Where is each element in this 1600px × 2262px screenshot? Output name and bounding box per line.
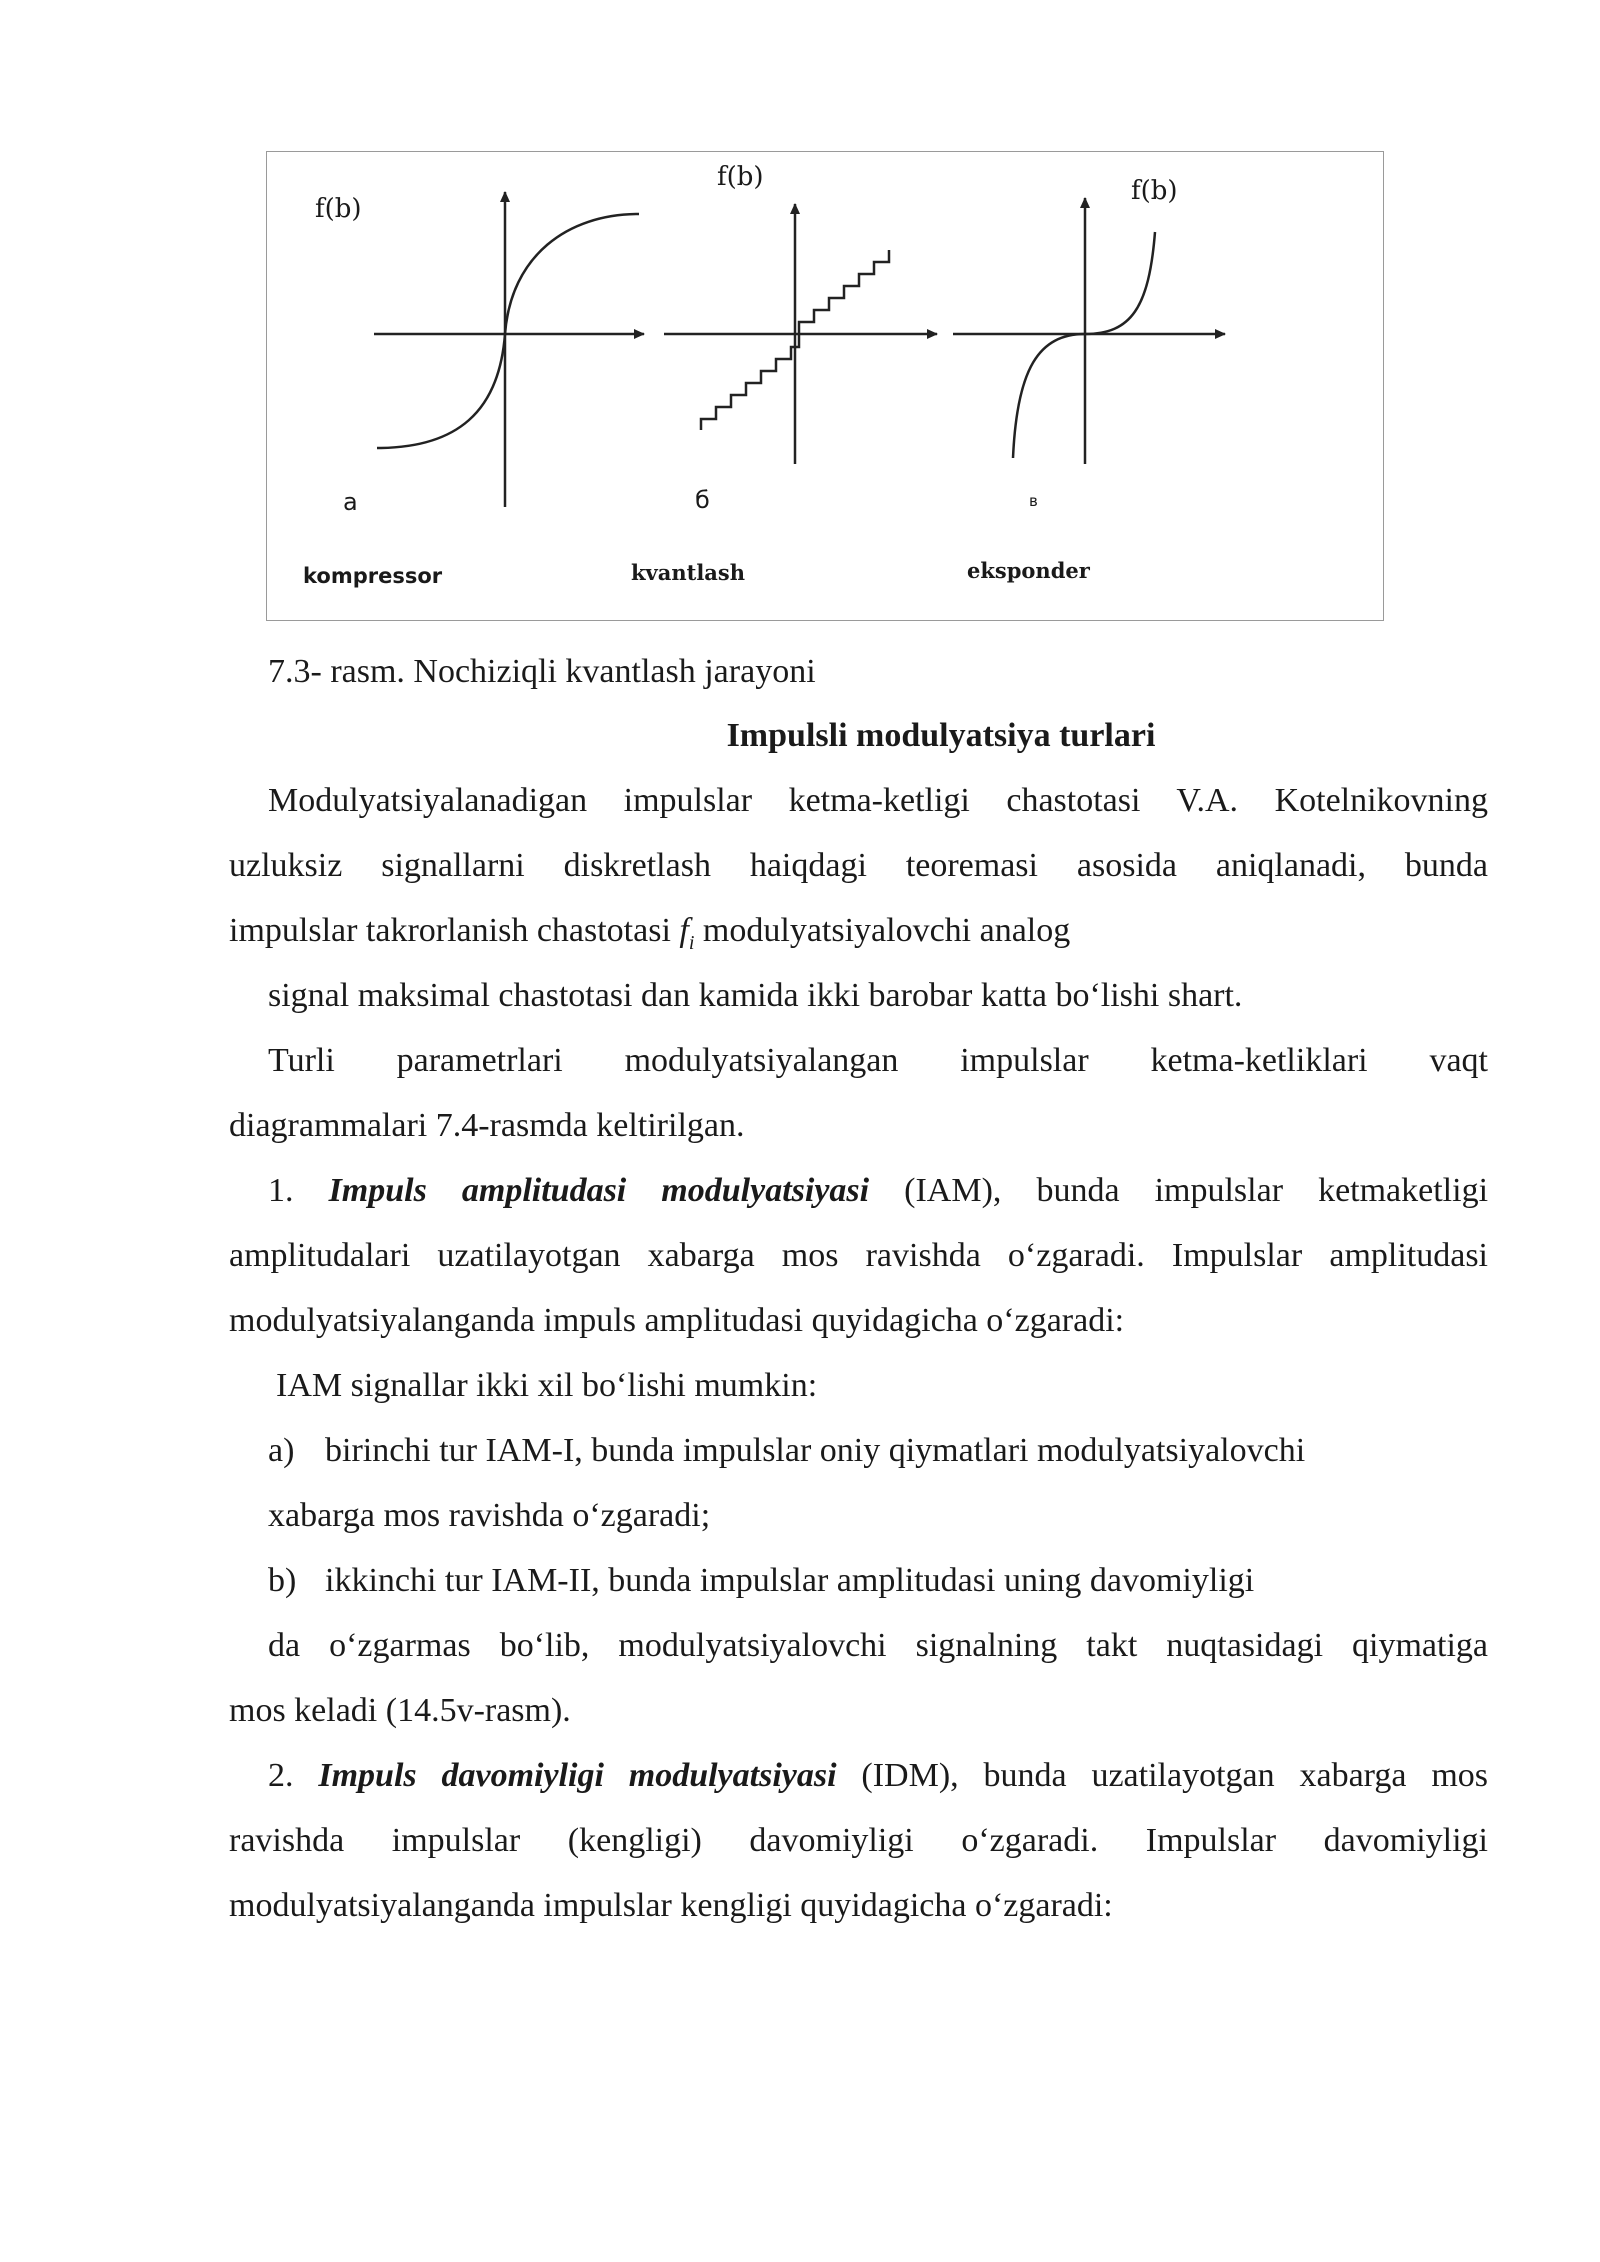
- panel-c-caption: eksponder: [967, 558, 1090, 583]
- p1-line-2: uzluksiz signallarni diskretlash haiqdagi teoremasi asosida aniqlanadi, bunda: [229, 847, 1488, 884]
- item-a-line-1: birinchi tur IAM-I, bunda impulslar oniy qiymatlari modulyatsiyalovchi: [325, 1432, 1306, 1469]
- panel-b-caption: kvantlash: [631, 560, 746, 585]
- p1-line-4: signal maksimal chastotasi dan kamida ikki barobar katta bo‘lishi shart.: [268, 977, 1243, 1014]
- p5-line-3: modulyatsiyalanganda impulslar kengligi quyidagicha o‘zgaradi:: [229, 1887, 1113, 1924]
- panel-a-ylabel: f(b): [315, 194, 362, 224]
- term-idm: Impuls davomiyligi modulyatsiyasi: [318, 1757, 837, 1794]
- p1-line-3: impulslar takrorlanish chastotasi $f_i$ modulyatsiyalovchi analog: [229, 912, 1071, 954]
- p2-line-2: diagrammalari 7.4-rasmda keltirilgan.: [229, 1107, 745, 1144]
- figure-caption: 7.3- rasm. Nochiziqli kvantlash jarayoni: [268, 653, 816, 690]
- item-b-marker: b): [268, 1562, 297, 1599]
- p3-line-3: modulyatsiyalanganda impuls amplitudasi quyidagicha o‘zgaradi:: [229, 1302, 1125, 1339]
- p5-line-2: ravishda impulslar (kengligi) davomiyligi o‘zgaradi. Impulslar davomiyligi: [229, 1822, 1488, 1859]
- item-a-marker: a): [268, 1432, 295, 1469]
- item-b-line-1: ikkinchi tur IAM-II, bunda impulslar amplitudasi uning davomiyligi: [325, 1562, 1255, 1599]
- panel-a-caption: kompressor: [303, 564, 443, 588]
- figure-drawing: [267, 152, 1385, 622]
- term-iam: Impuls amplitudasi modulyatsiyasi: [328, 1172, 870, 1209]
- panel-c-letter: в: [1029, 492, 1038, 510]
- p4: IAM signallar ikki xil bo‘lishi mumkin:: [276, 1367, 818, 1404]
- p5-line-1: 2. Impuls davomiyligi modulyatsiyasi (IDM), bunda uzatilayotgan xabarga mos: [268, 1757, 1488, 1794]
- compressor-curve: [377, 214, 639, 448]
- p1-line-1: Modulyatsiyalanadigan impulslar ketma-ketligi chastotasi V.A. Kotelnikovning: [268, 782, 1488, 819]
- p3-line-1: 1. Impuls amplitudasi modulyatsiyasi (IAM), bunda impulslar ketmaketligi: [268, 1172, 1489, 1209]
- figure-nonlinear-quantization: [266, 151, 1384, 621]
- p2-line-1: Turli parametrlari modulyatsiyalangan impulslar ketma-ketliklari vaqt: [268, 1042, 1488, 1079]
- frequency-symbol: f: [679, 912, 689, 949]
- panel-b-ylabel: f(b): [717, 162, 764, 192]
- p3-line-2: amplitudalari uzatilayotgan xabarga mos ravishda o‘zgaradi. Impulslar amplitudasi: [229, 1237, 1488, 1274]
- section-heading: Impulsli modulyatsiya turlari: [726, 717, 1156, 754]
- panel-a-letter: a: [343, 488, 358, 516]
- panel-b-letter: б: [695, 486, 710, 514]
- item-b-line-2: da o‘zgarmas bo‘lib, modulyatsiyalovchi signalning takt nuqtasidagi qiymatiga: [268, 1627, 1488, 1664]
- item-a-line-2: xabarga mos ravishda o‘zgaradi;: [268, 1497, 711, 1534]
- panel-c-ylabel: f(b): [1131, 176, 1178, 206]
- item-b-line-3: mos keladi (14.5v-rasm).: [229, 1692, 571, 1729]
